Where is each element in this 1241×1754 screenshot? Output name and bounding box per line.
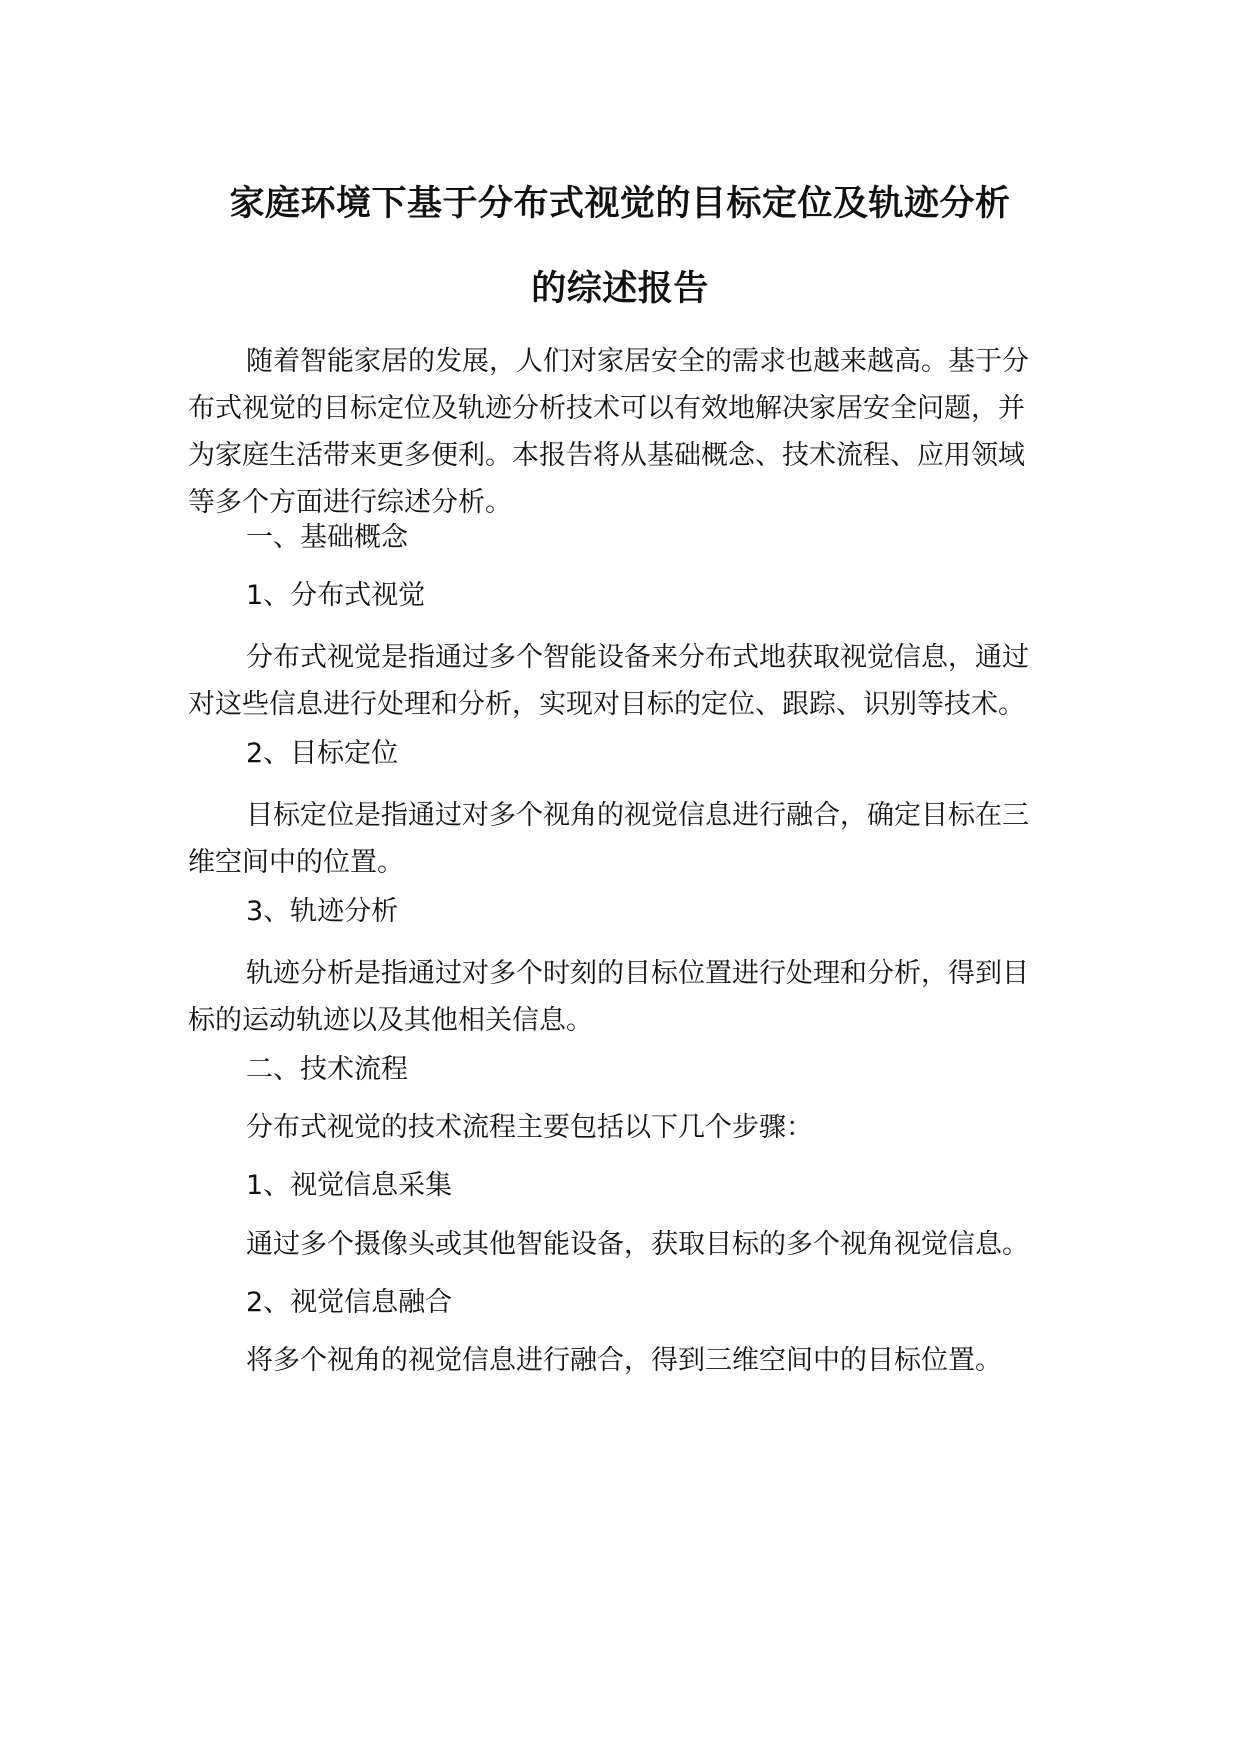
section1-item1-heading: 1、分布式视觉 bbox=[246, 580, 426, 611]
section1-item3-text: 轨迹分析是指通过对多个时刻的目标位置进行处理和分析，得到目标的运动轨迹以及其他相关信息。 bbox=[188, 958, 1029, 1036]
section2-item2-text: 将多个视角的视觉信息进行融合，得到三维空间中的目标位置。 bbox=[246, 1345, 1002, 1376]
section1-item2-heading: 2、目标定位 bbox=[246, 738, 399, 769]
section2-intro: 分布式视觉的技术流程主要包括以下几个步骤： bbox=[246, 1112, 813, 1143]
title-line-1: 家庭环境下基于分布式视觉的目标定位及轨迹分析 bbox=[229, 184, 1011, 224]
title-line-2: 的综述报告 bbox=[531, 269, 709, 309]
section1-item3-heading: 3、轨迹分析 bbox=[246, 896, 399, 927]
section1-item1-text: 分布式视觉是指通过多个智能设备来分布式地获取视觉信息，通过对这些信息进行处理和分析，实现对目标的定位、跟踪、识别等技术。 bbox=[188, 642, 1029, 720]
section2-item1-text: 通过多个摄像头或其他智能设备，获取目标的多个视角视觉信息。 bbox=[246, 1229, 1029, 1260]
section1-item2-text: 目标定位是指通过对多个视角的视觉信息进行融合，确定目标在三维空间中的位置。 bbox=[188, 800, 1029, 878]
section2-item2-heading: 2、视觉信息融合 bbox=[246, 1287, 453, 1318]
intro-paragraph: 随着智能家居的发展，人们对家居安全的需求也越来越高。基于分布式视觉的目标定位及轨迹分析技术可以有效地解决家居安全问题，并为家庭生活带来更多便利。本报告将从基础概念、技术流程、应用领域等多个方面进行综述分析。 bbox=[188, 346, 1029, 518]
section2-item1-heading: 1、视觉信息采集 bbox=[246, 1170, 453, 1201]
section1-heading: 一、基础概念 bbox=[246, 522, 408, 553]
section2-heading: 二、技术流程 bbox=[246, 1054, 408, 1085]
